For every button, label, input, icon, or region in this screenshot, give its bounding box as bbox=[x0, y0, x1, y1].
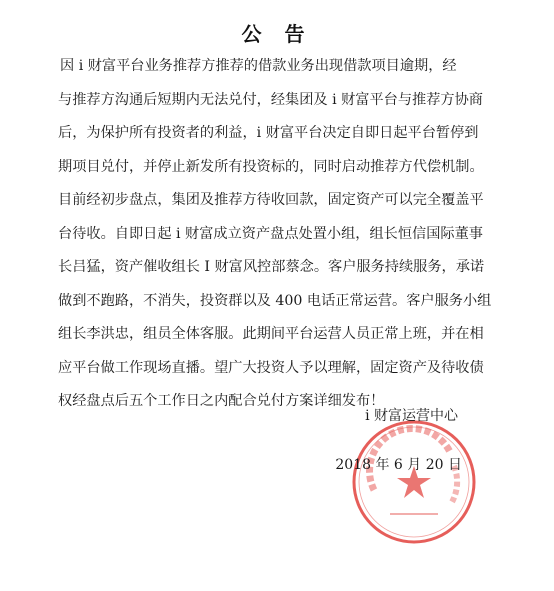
notice-title: 公 告 bbox=[241, 22, 313, 46]
notice-body bbox=[58, 50, 492, 419]
signature-block bbox=[335, 402, 462, 479]
body-line-1: 因 i 财富平台业务推荐方推荐的借款业务出现借款项目逾期，经 bbox=[60, 58, 457, 74]
body-line-3: 后，为保护所有投资者的利益，i 财富平台决定自即日起平台暂停到 bbox=[58, 125, 479, 141]
body-line-6: 台待收。自即日起 i 财富成立资产盘点处置小组，组长恒信国际董事 bbox=[58, 225, 483, 242]
body-line-7: 长吕猛，资产催收组长 I 财富风控部蔡念。客户服务持续服务，承诺 bbox=[58, 259, 485, 275]
body-line-4: 期项目兑付，并停止新发所有投资标的，同时启动推荐方代偿机制。 bbox=[58, 158, 484, 175]
signature-date: 2018 年 6 月 20 日 bbox=[335, 457, 462, 473]
body-line-11: 权经盘点后五个工作日之内配合兑付方案详细发布！ bbox=[58, 393, 385, 409]
signature-org: i 财富运营中心 bbox=[365, 408, 458, 424]
body-line-8: 做到不跑路，不消失，投资群以及 400 电话正常运营。客户服务小组 bbox=[58, 292, 492, 309]
body-line-2: 与推荐方沟通后短期内无法兑付，经集团及 i 财富平台与推荐方协商 bbox=[58, 91, 483, 108]
body-line-9: 组长李洪忠，组员全体客服。此期间平台运营人员正常上班，并在相 bbox=[58, 326, 484, 342]
body-line-10: 应平台做工作现场直播。望广大投资人予以理解，固定资产及待收债 bbox=[58, 359, 484, 376]
body-line-5: 目前经初步盘点，集团及推荐方待收回款，固定资产可以完全覆盖平 bbox=[58, 192, 484, 208]
